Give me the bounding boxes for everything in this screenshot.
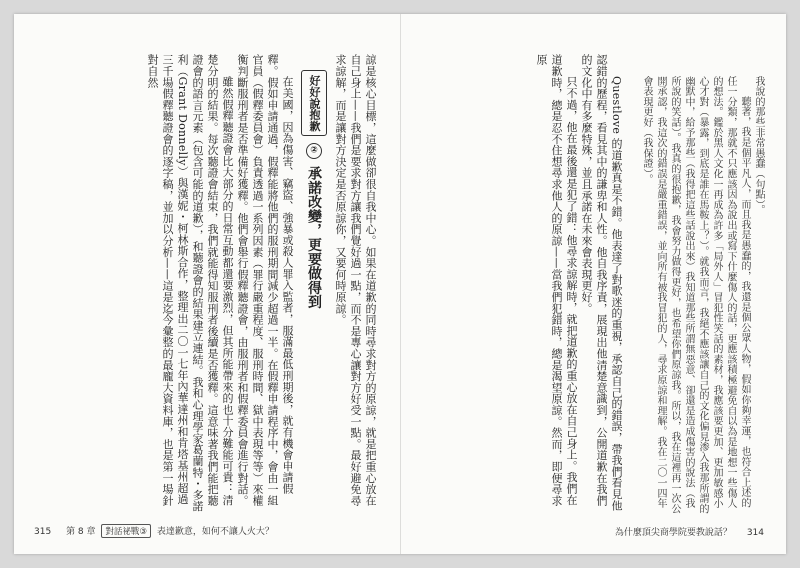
- right-page-footer: [615, 525, 764, 538]
- paragraph-parole-study: 雖然假釋聽證會比大部分的日常互動都還要激烈，但其所能帶來的也十分難能可貴：清楚分明的結果。每次聽證會結束，我們就能得知服刑者後續是否獲釋。這意味著我們能把聽證會的語言元素（包含可能的道歉），和聽證會的結果建立連結。我和心理學家葛蘭特・多諾利（Grant Donnelly）與漢妮・柯林斯合作，整理出二〇一七年內華達州和肯塔基州超過三千場假釋聽證會的逐字稿，並加以分析——這是迄今彙整的最龐大資料庫，也是第一場針對自然: [146, 54, 234, 512]
- left-page: [14, 14, 400, 554]
- quote-line: 我說的那些非常愚蠢（句點）。: [753, 76, 764, 216]
- right-page: [401, 14, 786, 554]
- left-page-footer: [34, 524, 274, 538]
- quote-body: 聽著，我是個平凡人，而且我是愚蠢的，我還是個公眾人物，假如你夠幸運，也符合上述的任一分類，那就不只應該因為說出或寫下什麼傷人的話，更應該積極避免自以為是地想一些傷人的想法。鑑於黑人文化一再成為許多「局外人」冒犯性笑話的素材，我應該要更加、更加敏感小心才對（暴露，到底是誰在馬鞍上？）。就我而言，我絕不應該讓自己的文化偏見渗入我那所謂的幽默中，給予那些（我得把這些話說出來）我知道那些所謂無惡意、卻還是造成傷害的說法（我所說的笑話）。我真的很抱歉，我會努力做得更好，也希望你們原諒我。所以，我在這裡再一次公開承認，我這次的錯誤是嚴重錯誤，並向所有被我冒犯的人，尋求原諒和理解。我在二〇一四年會表現更好（我保證）。: [641, 76, 750, 514]
- heading-number-badge: ②: [306, 143, 322, 159]
- running-title: 為什麼頂尖商學院要教說話？: [614, 528, 732, 538]
- book-spread: [14, 14, 786, 554]
- chapter-title: 表達歉意，如何不讓人火大？: [156, 527, 274, 537]
- spacer: [624, 54, 639, 64]
- page-number: 314: [746, 528, 764, 538]
- continued-paragraph: 諒是核心目標，這麼做卻很自我中心。如果在道歉的同時尋求對方的原諒，就是把重心放在自己身上——我們是要求對方讓我們覺好過一點，而不是專心讓對方好受一點。最好避免尋求諒解，而是讓對方決定是否原諒你，又要何時原諒。: [334, 54, 377, 506]
- chapter-label: 第 8 章: [66, 527, 96, 537]
- apology-quote: [639, 54, 765, 516]
- paragraph-parole-intro: 在美國，因為傷害、竊盜、強暴或殺人罪入監者，服滿最低刑期後，就有機會申請假釋。假如申請通過，假釋能將他們的服刑期間減少超過一半。在假釋申請程序中，會由一組官員（假釋委員會）負責透過一系列因素（罪行嚴重程度、服刑時間、獄中表現等等）來權衡判斷服刑者是否準備好獲釋。他們會舉行假釋聽證會，由服刑者和假釋委員會進行對話。: [236, 54, 294, 506]
- left-page-text: [38, 54, 378, 516]
- heading-tag: 好好說抱歉: [301, 70, 327, 137]
- right-page-text: [427, 54, 765, 516]
- paragraph-forgiveness: 只不過，他在最後還是犯了錯：他尋求諒解時，就把道歉的重心放在自己身上。我們在道歉時，總是忍不住想尋求他人的原諒——當我們犯錯時，總是渴望原諒。然而，即便尋求原: [535, 54, 578, 506]
- heading-title: 承諾改變，更要做得到: [306, 165, 322, 309]
- section-heading: [301, 54, 327, 516]
- series-tag: 對話祕戰③: [101, 524, 151, 538]
- paragraph-questlove: Questlove 的道歉真是不錯。他表達了對歌迷的重視，承認自己的錯誤，帶我們看見他認錯的歷程，看見其中的謙卑和人性。他自我序責，展現出他清楚意識到，公開道歉在我們的文化中有多麼特殊，並且承諾在未來會表現更好。: [580, 54, 623, 511]
- page-number: 315: [34, 527, 52, 537]
